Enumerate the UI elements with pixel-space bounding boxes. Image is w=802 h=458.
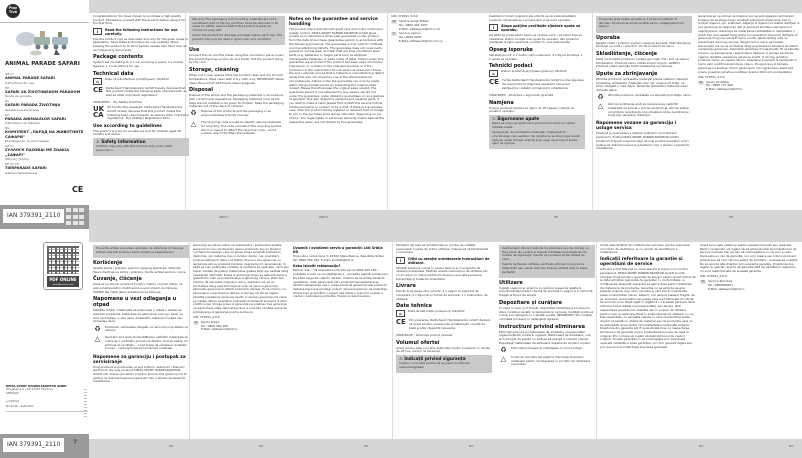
- ce-declaration: [489, 79, 585, 92]
- section-heading: Instrucțiuni privind eliminarea: [499, 323, 585, 330]
- warning-box: [189, 16, 285, 45]
- section-heading: Notes on the guarantee and service handling: [289, 17, 378, 27]
- use-text: Connect the car and the trailer using the connection piece. Insert the animal figurines on the car and trailer. Pull the product along by the cord.: [189, 53, 284, 65]
- bin-note: [93, 326, 189, 335]
- section-heading: Kako izjaviti reklamaciju?: [293, 264, 341, 269]
- recycle-text: Kôd za recikliranje služi za označavanje različitih materijala za povrat u proces recikliranja. Kôd se sastoji od simbola recikliranja, koji odražava ciklus recikliranja i broja koji označava materijal.: [608, 102, 690, 118]
- gb-column-2: [189, 15, 285, 139]
- use-text: Cuplați vagonul și remorca cu ajutorul piesei de legătură. Introduceți figurinele în formă de animale în vagon și în remorcă. Trageți articolul de sfoară.: [499, 285, 594, 298]
- use-text: Acest produs este o jucărie destinată copiilor începând cu vârsta de 18 luni, pentru uz personal.: [396, 345, 490, 354]
- section-heading: Napomene u vezi odlaganja u otpad: [93, 296, 177, 309]
- ro-column-4: [700, 244, 798, 291]
- language-subtitle: Gebrauchsanweisung: [5, 170, 38, 175]
- ian-number: IAN 379391_2110: [3, 209, 64, 223]
- recycle-note: [596, 103, 692, 119]
- safety-text: Djeca se smiju se igrati ovim proizvodom samo uz nadzor odrasle osobe.: [492, 121, 576, 130]
- recycle-note: [499, 356, 595, 369]
- safety-heading-text: Sigurnosne upute: [497, 116, 540, 122]
- section-heading: Volumul ofertei: [396, 339, 440, 346]
- date-text: 04/2022: [8, 400, 20, 403]
- ce-text: Tvrtka Delta-Sport Handelskontor GmbH ovime izjavljuje da ovaj proizvod odgovara sljedećim osnovnim zahtjevima i ostalim primjenjivim odredbama:: [502, 78, 584, 90]
- use-text: This product is a toy for private use and for children aged 18 months and above.: [93, 128, 181, 137]
- section-heading: Korišćenje: [93, 259, 123, 266]
- section-heading: Use: [189, 47, 200, 53]
- page-divider: [392, 242, 393, 439]
- use-text: Ovaj je proizvod igračka za djecu od 18 mjeseci i starije za privatnu uporabu.: [489, 105, 574, 114]
- warning-text: Provjerite prije svake uporabe je li proizvod oštećen ili istrošen. Proizvod se smije koristiti samo u besprijekornom stanju!: [599, 17, 684, 29]
- section-heading: Uporaba: [596, 34, 620, 41]
- language-entry: [5, 113, 87, 126]
- page-footer-label: RS: [364, 444, 368, 448]
- warning-text: Proverite artikal pre svake upotrebe na oštećenja ili habanje. Artikal sme biti korišćen samo ukoliko je besprekoran!: [96, 246, 185, 254]
- company-address: Wragekamp 6 • DE-22397 Hamburg: [6, 388, 53, 391]
- intro-text-2: Koristite se proizvodom samo na opisani način i za svrhe koje su navedene. Dobro čuvajte ove upute za uporabu. Ako proizvod predajete drugim osobama, uručite im i sve dokumente.: [489, 32, 583, 45]
- gb-column-3: [289, 15, 385, 126]
- package-contents: Set din 6 de piese care include: 2 x vagon cu element de conectare, 4 x figurină cu forme de animale, 1 x instrucțiuni de utilizare: [396, 289, 488, 301]
- read-note-text: Citiți cu atenție următoarele instrucțiuni de utilizare.: [408, 256, 490, 265]
- company-name: DELTA-SPORT HANDELSKONTOR GMBH: [6, 384, 67, 388]
- service-email[interactable]: E-Mail: deltasport@lidl.hr: [706, 87, 743, 92]
- ro-column-1: [396, 244, 492, 375]
- date-text: Date of manufacture (month/year): 04/2022: [105, 76, 169, 81]
- guarantee-text: Proizvod je proizveden s velikom pažnjom i pod stalnom kontrolom. Tvrtka DELTA-SPORT HANDELSKONTOR GmbH privatnim krajnjim kupcima daje na ovaj proizvod jamstvo od tri godine od datuma kupovine (jamstveni rok) u skladu s sljedećim odredbama.: [596, 131, 690, 151]
- page-footer-label: RS: [259, 444, 263, 448]
- disposal-text: Odložite artikal i materijale za pakovanje u otpad u skladu sa lokalnim propisima. Materijale za pakovanje, kao npr. kese, ne sme da dospeju u ruke dece. Ambalažni materijal čuvajte van domašaja dece.: [93, 308, 183, 324]
- language-subtitle: Instrucțiuni de utilizare: [5, 121, 40, 125]
- hr-column-1: [489, 15, 585, 151]
- cover-divider: [0, 22, 89, 23]
- bin-text: Dispose of the products and the packaging in an environmentally friendly manner.: [201, 109, 272, 118]
- service-email[interactable]: E-Mail: deltasport@lidl.co.uk: [399, 26, 441, 31]
- language-codes: RS: [5, 99, 9, 103]
- ce-mark-icon: CE: [489, 78, 499, 87]
- language-title: КОМПЛЕКТ „ПАРАД НА ЖИВОТНИТЕ САФАРИ": [5, 130, 84, 139]
- ro-column-2: [499, 244, 595, 370]
- service-entry: [391, 20, 483, 31]
- section-heading: Livrare: [396, 283, 416, 290]
- storage-text: Kada se ne koristi, proizvod čuvati u čistom i suvom stanju na sobnoj temperaturi. Čistiti samo suvom krpom za čišćenje. VAŽNO! Ne čistiti jakim sredstvima za čišćenje.: [93, 282, 183, 294]
- warning-icon: ⚠: [96, 139, 102, 145]
- model-number: Model No.: SAN-XXXX: [6, 405, 88, 412]
- recycle-bin-icon: ♻: [94, 324, 101, 333]
- page-footer-label: GB/CY: [319, 215, 329, 219]
- ce-declaration: [93, 87, 189, 100]
- section-heading: Date tehnice: [396, 303, 433, 310]
- factory-icon: ⌂: [6, 400, 9, 403]
- product-title: ANIMAL PARADE SAFARI: [5, 61, 80, 67]
- package-contents: System set consisting of: 2 x car and plug-in piece, 4 x animal figurine, 1 x instructions for use: [93, 60, 184, 69]
- read-note-text: Stoga pažljivo pročitajte sljedeće upute za uporabu.: [501, 23, 581, 32]
- column-divider: [596, 242, 597, 439]
- service-name: Servis Hrvatska: [706, 79, 729, 84]
- section-heading: Čuvanje, čišćenje: [93, 276, 142, 283]
- ce-mark-icon: CE: [396, 318, 406, 327]
- language-title: SAFARI PARADA ŽIVOTINJA: [5, 103, 61, 107]
- recycle-bin-icon: ♻: [500, 345, 507, 354]
- language-subtitle: Ръководство за използване: [5, 139, 49, 143]
- recycle-text: Codul de reciclare servește la marcarea diverselor materiale pentru reintegrarea în circuitul de reutilizare (reciclare).: [511, 354, 591, 367]
- service-phone[interactable]: Tel.: 0800896427: [708, 282, 734, 287]
- safety-text: Upozorenje: Svi ambalažni materijali i materijali za učvršćivanje nisu sastavni dio igračke te se zbog sigurnosnih razloga uvijek moraju ukloniti prije nego se proizvod preda djeci na igranje.: [492, 130, 581, 146]
- language-codes: BG: [5, 126, 10, 130]
- section-heading: Package contents: [93, 54, 143, 61]
- warning-icon: ⚠: [492, 116, 498, 122]
- read-note: [396, 257, 492, 265]
- page-footer-band: [89, 210, 802, 229]
- service-phone[interactable]: Tel.: 0800 404 7657: [399, 22, 428, 27]
- manufacture-date: [6, 400, 88, 403]
- guarantee-text: The product was produced with great care and under continuous quality control. DELTA-SPORT HANDELSKONTOR GmbH gives private end customers a three-year guarantee on this product from the date of purchase (guarantee period) in accordance with the following provisions. The guarantee is only valid for material and manufacturing defects. The guarantee does not cover parts subject to normal wear and tear that are thus considered wear parts (e.g. batteries) or fragile parts such as switches, rechargeable batteries, or parts made of glass. Claims under this guarantee are excluded if the product has been used incorrectly, improperly, or contrary to the intended purpose, or if the provisions in the instructions for use were not observed. Unless the end customer proves that a material or manufacturing defect exists that was not caused by one of the aforementioned circumstances. Claims under the guarantee can only be made within the guarantee period by presenting the original sales receipt. Please therefore keep the original sales receipt. The guarantee period is not extended by any repairs carried out under the guarantee, under statutory guarantees, or as a gesture of goodwill. This also applies to replaced and repaired parts. If you wish to make a claim please first contact the service hotline mentioned below or contact us by e-mail. If there is a guarantee case, then the product will be repaired or replaced free of charge to you or the purchase price will be refunded, depending on our choice. Your legal rights, in particular warranty claims against the respective seller, are not limited by this guarantee.: [289, 27, 385, 124]
- manufacture-date: [489, 70, 585, 77]
- language-subtitle: Instructions for use: [5, 80, 34, 85]
- recycling-triangle-icon: △: [94, 335, 101, 344]
- service-email[interactable]: E-Mail: deltasport@lidl.rs: [201, 327, 238, 332]
- factory-icon: ⌂: [489, 70, 498, 77]
- language-codes: DE AT CH: [5, 162, 20, 166]
- service-name: Service România: [708, 279, 733, 284]
- recycle-text: Recikleni kod služi za identifikaciju različitih materijala za vraćanje u reciklažni proces (reciklažu). Kod se sastoji od simbola za reciklažu – a koji treba da odražava reciklažni proces – i jednog broja koji označava materijal.: [105, 335, 188, 351]
- language-entry: [5, 162, 87, 175]
- guarantee-text: Ovaj proizvod je proizveden je pod brižnim nadzorom i stalnom kontrolom. Za ovaj proizvod DELTA-SPORT HANDELSKONTOR GmbH vidi ukazan privatnim krajnjim korisnicima garanciju od tri godine od datuma kupovine (garantni rok) u skladu sa sledećim odredbama.: [93, 364, 188, 384]
- ukca-mark-icon: UK CA: [93, 105, 105, 120]
- barcode-icon: [84, 389, 87, 419]
- info-book-icon: i: [93, 28, 102, 35]
- language-title: SAFARI SA ŽIVOTINJSKOM PARADOM: [5, 89, 81, 94]
- manufacture-date: [93, 78, 189, 85]
- safety-text: Children may play with this product only under adult supervision.: [96, 144, 173, 153]
- pdf-online-url: www.lidl-service.com: [47, 284, 79, 287]
- safety-heading-text: Safety information: [101, 139, 146, 145]
- language-title: ANIMAL PARADE SAFARI: [5, 76, 55, 80]
- service-name: Servis Srbija: [201, 319, 219, 324]
- disposal-text: Eliminați articolul și materialele de ambalare corespunzător reglementărilor locale în vigoare. Materialele de ambalare, cum ar fi pungile de plastic nu trebuie să ajungă în mâinile copiilor. Depozitați materialele de ambalare departe de accesul copiilor.: [499, 329, 592, 345]
- ian-number: IAN 379391_2110: [3, 438, 64, 452]
- section-heading: Namjena: [489, 99, 514, 106]
- ce-mark-icon: CE: [93, 85, 103, 94]
- page-footer-label: GB/CY: [219, 215, 229, 219]
- ce-declaration: [396, 319, 492, 332]
- service-email[interactable]: E-Mail: deltasport@lidl.ro: [708, 286, 745, 291]
- service-email[interactable]: E-Mail: deltasport@lidl.com.cy: [399, 38, 443, 43]
- country-flag-icon: RO: [701, 280, 705, 284]
- guarantee-text: Articolul a fost fabricat cu mare atenție și supus unui control permanent. DELTA-SPORT HANDELSKONTOR GmbH acordă clienților finali privați o garanție de trei ani pentru acest articol de la data achiziției (perioada de garanție) în conformitate cu următoarele dispoziții. Garanția se aplică doar pentru defectele de material și de producție. Garanția nu se extinde asupra pieselor supuse unei uzuri normale și care pot fi considerate piese consumabile (de ex. baterii), nici asupra pieselor fragile, de ex. butoane, acumulatori sau piese care sunt fabricate din sticlă. Se exclude orice drept legat în legătură cu această garanție dacă articolul a fost utilizat necorespunzător sau abuziv, fără respectarea prevederilor stabilite sau în scopuri de utilizare pentru care nu este specificat în instrucțiunile de utilizare, nu au fost respectate, cu excepția cazului în care clientul final poate dovedi că există un defect de material sau de producție care nu se datorează unuia dintre circumstanțele menționate anterior. Drepturile din garanție pot fi revendicate doar cu respectarea termenului de garanție și prin prezentarea bonului de casă în original. Prin urmare vă rugăm să păstrați bonul de casă în original. Durata garanției nu se prelungește prin eventuale reparații realizate în baza garanției, nici prin garanții legale sau prin serviciul acordat după expirarea garanției.: [600, 267, 696, 349]
- section-heading: Disposal: [189, 87, 213, 94]
- bin-text: Eliminați produsele și ambalajele în mod ecologic.: [511, 345, 584, 350]
- safety-box: [93, 138, 189, 156]
- service-entry: [391, 32, 483, 43]
- recycling-triangle-icon: △: [597, 102, 604, 111]
- safety-heading-text: Indicații privind siguranța: [404, 356, 466, 362]
- hr-column-2: [596, 15, 692, 152]
- warning-text: Warning: The packaging and mounting materials are not a constituent part of the toy and they must be removed in all cases for safety reasons before the product is given to children to play with.: [192, 17, 279, 33]
- ukca-declaration: [93, 106, 189, 122]
- bin-text: Zbrinite proizvod i ambalažu na ekološki prihvatljiv način.: [608, 93, 692, 98]
- directive-text: 2009/48/EC – Direktiva o sigurnosti igračaka: [489, 92, 554, 97]
- disposal-text: Dispose of the article and the packaging materials in accordance with current local regulations. Packaging materials such as foil bags are not suitable to be given to children. Keep the packaging materials out of the reach of children.: [189, 93, 284, 109]
- rs-column-2: [193, 244, 289, 332]
- info-book-icon: i: [489, 24, 498, 31]
- playtive-logo: Play Tive: [6, 4, 20, 18]
- country-flag-icon: HR: [699, 80, 703, 84]
- bin-note: [499, 347, 595, 354]
- section-heading: Skladištenje, čišćenje: [596, 50, 658, 57]
- rs-column-1: [93, 244, 189, 385]
- language-title: PARADA ANIMALELOR SAFARI: [5, 116, 66, 121]
- section-heading: Napomene za garanciju i postupak za servisiranje: [93, 354, 186, 365]
- read-note: [93, 28, 189, 36]
- storage-text: When not in use, always store the product clean and dry at room temperature. Wipe clean with a dry cloth only. IMPORTANT! Never clean the product with harsh cleaning agents.: [189, 73, 285, 85]
- page-footer-band: [89, 439, 802, 458]
- service-entry: [698, 81, 800, 92]
- page-footer-label: RO: [789, 444, 794, 448]
- service-name: Service Cyprus: [399, 31, 421, 36]
- importer-text: Prva južna radna zona 3, 22300 Stara Pazova, Republika Srbija. Tel: 0800 300 180, E-mail: kontakt@lidl.rs: [293, 254, 385, 262]
- ian-text: IAN: 379391_2110: [698, 74, 725, 79]
- warning-box: [93, 245, 189, 258]
- service-phone[interactable]: Tel.: 0800 300 180: [201, 323, 228, 328]
- read-note: [489, 24, 585, 32]
- recycling-triangle-icon: △: [500, 354, 507, 363]
- front-cover: [0, 0, 89, 229]
- recycle-note: [93, 336, 189, 352]
- section-heading: Technical data: [93, 70, 134, 77]
- language-codes: HR: [5, 85, 10, 90]
- intro-text: Čestitamo! Ovom kupnjom ste odlučili se za visokokvalitetni proizvod. Upoznajte se s proizvodom prije prve uporabe.: [489, 14, 577, 22]
- language-codes: GR CY: [5, 144, 15, 148]
- bottom-spread: [0, 229, 802, 458]
- language-entry: [5, 126, 87, 143]
- country-flag-icon: CY: [392, 32, 396, 36]
- ro-column-3: [600, 244, 696, 351]
- intro-text: Felicitări! Ați ales să achiziționați un produs de calitate superioară. Înainte de prima utilizare, trebuie să vă familiarizați cu produsul.: [396, 243, 489, 255]
- date-text: Data de fabricație (luna/anul): 04/2022: [408, 309, 465, 314]
- guarantee-text: Acest lucru este valabil și pentru piesele înlocuite sau reparate. Pentru reclamații, vă rugăm să vă adresați întâi liniei telefonice de service indicate mai jos sau să luați legătura cu noi prin e-mail. Dacă este un caz de garanție, noi vom repara sau înlocui produsul gratuit sau vă vom returna prețul de achiziție – la alegerea noastră. Nu se acordă alte drepturi prin prezenta garanție. Drepturile dvs. legale, în special cererile de garanție față de vânzătorul respectiv, nu sunt restricționate de această garanție.: [700, 243, 799, 273]
- section-heading: Utilizare: [499, 279, 523, 286]
- company-country: GERMANY: [6, 391, 19, 395]
- language-title: ΣΥΛΛΟΓΗ ΠΑΙΧΝΙΔΙ ΜΕ ΖΩΑΚΙΑ „ΣΑΦΑΡΙ": [5, 148, 70, 157]
- pdf-online-label: PDF ONLINE: [47, 276, 79, 284]
- manufacturer-info: [6, 384, 88, 412]
- language-subtitle: Uputstvo za korišćenje: [5, 107, 40, 112]
- safety-box: [396, 355, 492, 373]
- warning-text: Înainte de fiecare utilizare verificați articolul cu privire la deteriorări sau uzură. Articolul trebuie utilizat doar în stare perfectă!: [502, 262, 588, 274]
- intro-text: Congratulations! You have chosen to purchase a high-quality product. Familiarise yourself with the product before using it for the first time.: [93, 14, 186, 26]
- ce-text: Delta-Sport Handelskontor GmbH hereby declares that this product meets the following basic requirements, as well as other important regulations:: [106, 85, 187, 98]
- service-entry: [193, 321, 289, 332]
- package-contents: Set sačinjen od: 2 x vozilo i utični element, 4 x figura životinje, 1 x upute za uporabu: [489, 52, 583, 61]
- column-divider: [592, 13, 593, 210]
- storage-text: În cazul în care nu îl folosiți, depozitați întotdeauna produsul în stare curată și uscată, la temperatura camerei. Curățați produsul numai prin ștergere cu o lavetă uscată. IMPORTANT! Nu curățați niciodată produsul cu detergenți agresivi.: [499, 305, 594, 321]
- ce-text: Prin prezenta, Delta-Sport Handelskontor GmbH declară că acest produs corespunde următoarelor cerințe de bază și altor dispoziții relevante:: [409, 318, 491, 330]
- manufacture-date: [396, 310, 492, 317]
- page-footer-label: HR: [554, 215, 559, 219]
- recycle-note: [189, 121, 285, 137]
- page-footer-label: RO: [699, 444, 704, 448]
- language-entry: [5, 72, 87, 85]
- section-heading: Indicații referitoare la garanție și operațiuni de service: [600, 257, 683, 268]
- section-heading: Use according to guidelines: [93, 123, 162, 129]
- recycle-text: The recycling code is used to identify various materials for recycling. The code consists of the recycling symbol – which is meant to reflect the recycling cycle – and a number which identifies the material.: [201, 120, 284, 136]
- language-title: TIERPARADE SAFARI: [5, 166, 47, 170]
- page-header-band: [89, 229, 802, 242]
- page-footer-label: HR: [729, 215, 734, 219]
- service-phone[interactable]: Tel.: 0800 777 999: [706, 83, 733, 88]
- qr-code-icon: [47, 246, 79, 274]
- ian-text: IAN: 379391_2110: [700, 274, 727, 279]
- gb-column-1: [93, 15, 189, 158]
- directive-text: 2009/48/EC – Toy Safety Directive: [93, 100, 142, 105]
- page-number: 7: [73, 439, 78, 446]
- service-entry: [700, 280, 798, 291]
- bin-note: [189, 110, 285, 119]
- recycle-bin-icon: ♻: [597, 93, 604, 102]
- language-codes: RO: [5, 112, 10, 117]
- date-text: Datum proizvodnje (mjesec/godina): 04/2022: [501, 69, 567, 74]
- recycle-text-continued: Codul este alcătuit din simbolul de reciclare, pentru marcarea circuitului de reutilizare, și un număr de identificare a materialului.: [600, 243, 690, 255]
- column-divider: [189, 242, 190, 439]
- bin-note: [596, 94, 692, 101]
- page-header-band: [89, 0, 802, 13]
- recycle-bin-icon: ♻: [190, 109, 197, 118]
- language-grid-icon: [66, 208, 86, 226]
- language-entry: [5, 86, 87, 99]
- rs-column-3: [293, 244, 389, 300]
- service-name: Service Great Britain: [399, 19, 430, 24]
- warning-icon: ⚠: [399, 356, 405, 362]
- warning-text: Avertisment: Niciun material de ambalare sau de montaj nu face parte din jucărie și trebuie întotdeauna îndepărtat din motive de siguranță, înainte ca produsul să fie utilizat de copii.: [502, 246, 589, 262]
- bin-text: Proizvode i ambalaže odlagati na način koji nije štetan po okolinu.: [105, 324, 189, 333]
- country-flag-icon: RS: [194, 320, 198, 324]
- country-flag-icon: GB: [392, 20, 396, 24]
- warning-box: [499, 245, 595, 278]
- ukca-text: UK Conformity Assessed. Delta-Sport Handelskontor GmbH hereby declares that this product meets the following basic requirements, as well as other important regulations: Toys (Safety) Regulations 2011: [107, 105, 189, 121]
- ian-text: IAN: 379391_2110: [391, 14, 418, 18]
- use-text: Spojite kolica i prikolicu pomoću spojnog elementa. Utaknite figure životinja na kolica i prikolicu. Vucite artikal pomoću vrpce.: [93, 265, 187, 274]
- claim-text: Molimo Vas: – da pozovete korisnički servis 0800 300 180 – pošaljete e-mail na: kontakt@lidl.rs – ponesite najbliži prodavnicu. Da biste osigurali najbržu obradu, molimo da se držite sledećih uputstava i date garancijski list i proizvod kad reklamiranja. Ukoliko reklamacija nije u mogućnosti da garancija važi prava do datuma kupovine ali istog, putem računa kupovine; na poslednja strana koja je priložila, o kojem Vaš dokaz o kupovini poslati, o vreme o podnošenju pritužbe. Hvala na razumevanju.: [293, 268, 389, 299]
- use-text: Spojite vozilo i prikolicu pomoću spojnog komada. Utaknite figure životinja na vozilo i prikolicu. Vucite proizvod za uzicu.: [596, 40, 691, 49]
- warning-box: [596, 16, 692, 33]
- language-codes: GB CY: [5, 72, 15, 76]
- language-entry: [5, 99, 87, 112]
- factory-icon: ⌂: [93, 78, 102, 85]
- section-heading: Napomene vezane za garanciju i usluge servisa: [596, 121, 677, 132]
- recycling-triangle-icon: △: [190, 120, 197, 129]
- safety-box: [489, 115, 585, 149]
- section-heading: Uvoznik i ovlašćeni servis u garanciji: Lidl Srbija KD: [293, 246, 383, 254]
- section-heading: Depozitare și curățare: [499, 299, 562, 306]
- read-note-text: Read the following instructions for use carefully.: [105, 27, 178, 36]
- guarantee-text: Garancija se ne odnosi na dijelove koji se podvrgavaju normalnom trošenju te se stoga mogu smatrati potrošnim dijelovima, kao ni lomljivi dijelovi, npr. prekidači, baterije ili dijelovi od stakla. Zahtjevi iz ove garancije se isključuju ako je proizvod korišten nepropisno ili neprimjereno. Garancija za materijalne nedostatke ili nedostatke u izradi koji nisu nastali zbog jedne od navedenih okolnosti. Zahtjevi iz garancije mogu se ostvariti samo unutar garancijskog roka uz predočenje izvornog računa. Stoga izvorni račun sačuvajte. Garancijski rok se ne produžuje zbog popravaka ili zamjena izvršenih na temelju garancije, zakonskih jamstava ili kulantnosti. To se također odnosi i na zamijenjene i popravljene dijelove. U slučaju koristi se najprije obratite navedenoj servisnoj službi. U slučaju jamstva proizvod ćemo, po našem izboru, besplatno popraviti ili zamijeniti ili ćemo vam vratiti kupoprodajnu cijenu. Druga prava iz temelja garancije ne postoje. Ovom garancijom nisu ograničena zakonska prava, posebno jamstveni zahtjevi prema dotičnom prodavatelju.: [698, 14, 800, 74]
- section-heading: Upute za zbrinjavanje: [596, 71, 658, 78]
- info-book-icon: i: [396, 257, 405, 264]
- intro-text-2: Utilizați produsul numai în modul descris și în scopurile de utilizare prezentate. Păstrați aceste instrucțiuni de utilizare într-un loc sigur. În cazul predării produsului unei alte persoane, transmiteți și toată documentația.: [396, 265, 489, 281]
- ian-text: IAN: 379391_2110: [193, 314, 220, 319]
- safety-text: Copiilor nu le este permis să se joace cu articolul nesupravegheați.: [399, 361, 470, 370]
- section-heading: Opseg isporuke: [489, 46, 533, 53]
- language-subtitle: Οδηγίες χρήσης: [5, 157, 30, 161]
- storage-text: Kada ne koristite proizvod, čuvajte ga uvijek čist i suh na sobnoj temperaturi. Proizvod samo čistite suhom krpom. VAŽNO! Proizvod nikad nemojte čistiti sredstvima za čišćenje.: [596, 56, 689, 69]
- section-heading: Tehnički podaci: [489, 63, 533, 70]
- factory-icon: ⌂: [396, 310, 405, 317]
- service-phone[interactable]: Tel.: 8009 4409: [399, 34, 422, 39]
- qr-code-box[interactable]: [43, 242, 83, 290]
- language-entry: [5, 144, 87, 161]
- back-cover: [0, 229, 89, 458]
- language-subtitle: Upute za uporabu: [5, 94, 32, 98]
- intro-text-2: Use the product only as described and only for the given areas of application. Save these instructions for use carefully. When passing the product on to third parties, please also hand over all accompanying documents.: [93, 36, 188, 52]
- section-heading: Storage, cleaning: [189, 67, 239, 74]
- page-divider: [387, 13, 388, 210]
- page-footer-label: RS: [169, 444, 173, 448]
- warning-text: Check the product for damage and wear before each use. The product may only be used in good color and condition!: [192, 33, 282, 41]
- disposal-text: Zbrinite proizvod i ambalažni materijal prema važećim lokalnim propisima. Ambalažni materijali, kao npr. vrećice od folije, ne smiju dospjeti u ruke djece. Spremite ambalažni materijal izvan dohvata djece.: [596, 77, 689, 93]
- product-illustration-icon: [12, 27, 72, 57]
- gb-column-4: [391, 15, 483, 43]
- directive-text: 2009/48/CE – Directiva privind jucăriile: [396, 332, 453, 337]
- guarantee-text: Garancija se odnosi samo na materijalne i proizvodne greške. Garancijom nisu obuhvaćeni delovi proizvoda koji su izloženi normalnom habanju i koji se stoga mogu smatrati potrošnim delovima, npr. baterije, kao ni lomljivi delovi, npr. prekidači, punjive baterije ili delovi od stakla. Prava iz ove garancije su isključena ako je proizvod korišćen nepravilno ili nenamenski, ili kada se nisu poštovale odredbe iz uputstva za upotrebu, osim ako kupac dokaže da postoji materijalna greška koja nije nastala zbog navedenih okolnosti. Prava iz garancije mogu se ostvariti samo u garantnom roku uz predočavanje originalnog računa. Zato Vas molimo da sačuvate originalni račun. Garantni rok se ne produžava zbog popravki koje se vrše na osnovu garancije, zakonske garancije ili dobrih poslovnih običaja. To se odnosi i na zamenjene i popravljene delove. U slučaju koristi se najpre obratite navedenoj servisnoj službi. U slučaju garancije, mi ćemo po našem izboru besplatno popraviti ili zameniti proizvod ili Vam vratiti novac. Druga prava iz garancije ne postoje. Ova garancija ne ograničava Vaša zakonska prava, a naročito ne Vaša prava za potraživanja iz garancije prema prodavcu.: [193, 243, 289, 314]
- ce-mark-icon: CE: [72, 185, 84, 194]
- hr-column-3: [698, 15, 800, 92]
- language-list: [5, 72, 87, 176]
- page-footer-label: RO: [469, 444, 474, 448]
